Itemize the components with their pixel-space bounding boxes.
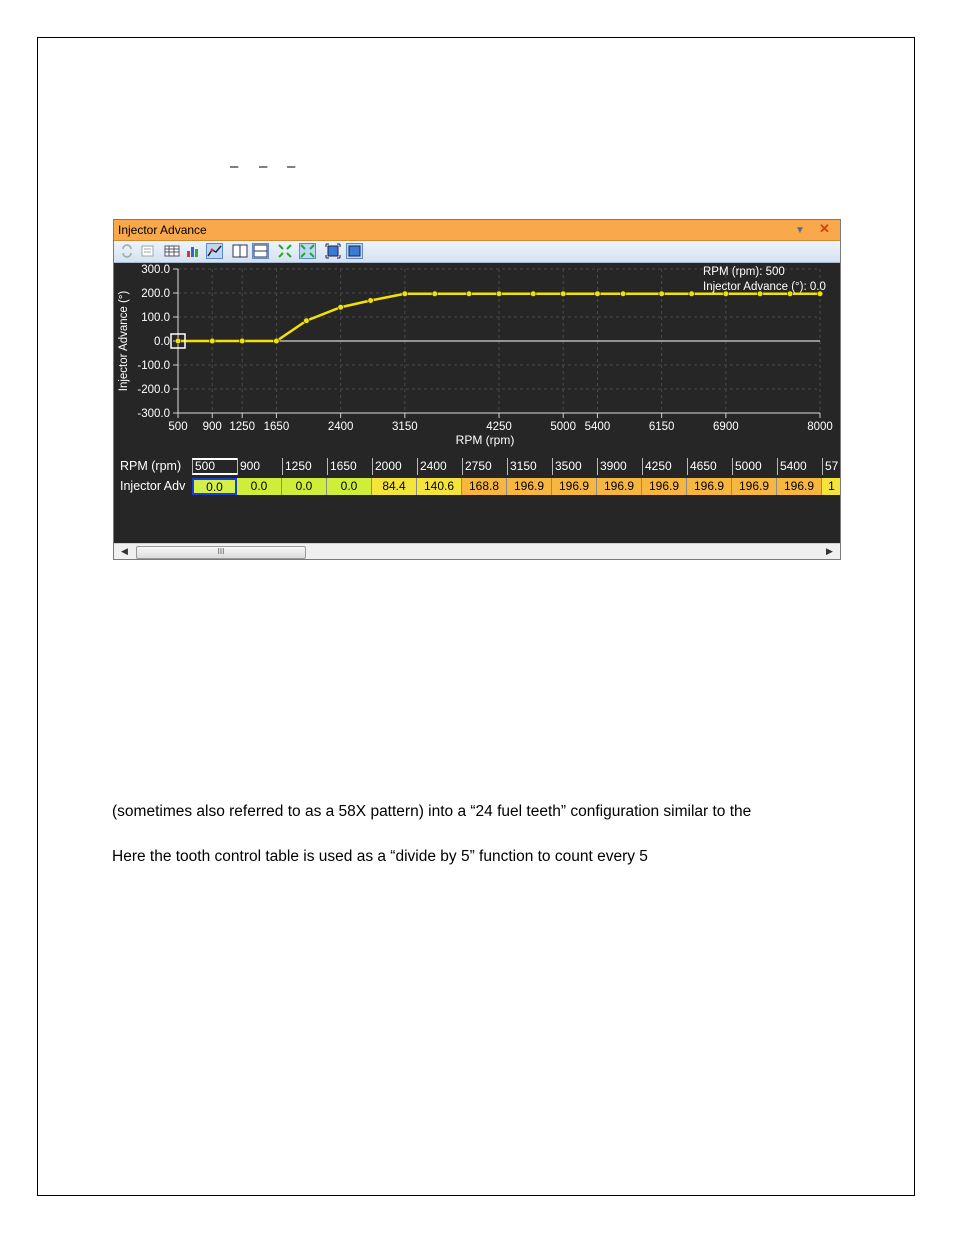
rpm-header-cell[interactable]: 500	[192, 458, 237, 475]
data-point	[620, 291, 626, 297]
rpm-header-cell[interactable]: 3150	[507, 458, 552, 475]
graph-edit-icon[interactable]	[206, 243, 223, 259]
fit-selection-icon[interactable]	[325, 243, 342, 259]
data-point	[209, 338, 215, 344]
rpm-header-cell[interactable]: 4250	[642, 458, 687, 475]
paragraph-1: (sometimes also referred to as a 58X pattern) into a “24 fuel teeth” configuration similar to the	[112, 803, 752, 820]
dash-1: –	[230, 158, 239, 175]
advance-value-cell[interactable]: 196.9	[777, 478, 822, 495]
x-tick-label: 6150	[648, 421, 675, 433]
data-point	[689, 291, 695, 297]
y-axis-label: Injector Advance (°)	[118, 290, 130, 392]
injector-advance-window	[113, 219, 841, 560]
data-point	[530, 291, 536, 297]
data-point	[402, 291, 408, 297]
rpm-header-cell[interactable]: 3900	[597, 458, 642, 475]
rpm-header-cell[interactable]: 3500	[552, 458, 597, 475]
rpm-header-cell[interactable]: 1650	[327, 458, 372, 475]
rpm-header-cell[interactable]: 5400	[777, 458, 822, 475]
dash-3: –	[287, 158, 296, 175]
advance-value-cell[interactable]: 0.0	[237, 478, 282, 495]
dash-2: –	[259, 158, 268, 175]
scroll-right-icon[interactable]: ▶	[826, 546, 833, 556]
x-tick-label: 8000	[807, 421, 833, 433]
row-label-rpm: RPM (rpm)	[120, 459, 182, 473]
scroll-thumb[interactable]: III	[136, 546, 306, 559]
rpm-header-cell[interactable]: 4650	[687, 458, 732, 475]
x-tick-label: 5000	[550, 421, 576, 433]
y-tick-label: 300.0	[141, 264, 170, 276]
table-view-icon[interactable]	[164, 243, 181, 259]
advance-value-cell[interactable]: 196.9	[507, 478, 552, 495]
chart-panel[interactable]	[114, 263, 840, 458]
toolbar	[114, 241, 840, 263]
x-tick-label: 1650	[263, 421, 290, 433]
rpm-header-cell[interactable]: 1250	[282, 458, 327, 475]
readout-advance: Injector Advance (°): 0.0	[703, 281, 826, 293]
y-tick-label: 200.0	[141, 288, 170, 300]
advance-value-cell[interactable]: 0.0	[192, 478, 237, 495]
split-horizontal-icon[interactable]	[252, 243, 269, 259]
advance-value-cell[interactable]: 1	[822, 478, 841, 495]
advance-value-cell[interactable]: 0.0	[282, 478, 327, 495]
x-tick-label: 2400	[327, 421, 354, 433]
data-point	[175, 338, 181, 344]
data-point	[560, 291, 566, 297]
x-tick-label: 900	[202, 421, 222, 433]
y-tick-label: -100.0	[137, 360, 170, 372]
scroll-left-icon[interactable]: ◀	[121, 546, 128, 556]
readout-rpm: RPM (rpm): 500	[703, 266, 785, 278]
edit-table-icon[interactable]	[140, 243, 157, 259]
horizontal-scrollbar[interactable]	[114, 543, 840, 560]
y-tick-label: 100.0	[141, 312, 170, 324]
y-tick-label: 0.0	[154, 336, 170, 348]
advance-value-cell[interactable]: 196.9	[642, 478, 687, 495]
split-vertical-icon[interactable]	[232, 243, 249, 259]
data-point	[466, 291, 472, 297]
advance-value-cell[interactable]: 196.9	[732, 478, 777, 495]
bar-chart-icon[interactable]	[185, 243, 202, 259]
data-point	[304, 318, 310, 324]
data-point	[496, 291, 502, 297]
x-tick-label: 5400	[584, 421, 611, 433]
rpm-header-cell[interactable]: 2000	[372, 458, 417, 475]
rpm-header-cell[interactable]: 2400	[417, 458, 462, 475]
advance-value-cell[interactable]: 196.9	[687, 478, 732, 495]
rpm-header-cell[interactable]: 5000	[732, 458, 777, 475]
row-label-advance: Injector Adv	[120, 479, 186, 493]
data-point	[338, 304, 344, 310]
data-point	[239, 338, 245, 344]
page-border	[37, 37, 915, 1196]
y-tick-label: -200.0	[137, 384, 170, 396]
advance-value-cell[interactable]: 0.0	[327, 478, 372, 495]
data-point	[368, 298, 374, 304]
data-point	[432, 291, 438, 297]
rpm-header-cell[interactable]: 2750	[462, 458, 507, 475]
data-point	[659, 291, 665, 297]
rpm-header-cell[interactable]: 900	[237, 458, 282, 475]
x-tick-label: 3150	[392, 421, 418, 433]
fit-all-icon[interactable]	[346, 243, 363, 259]
advance-value-cell[interactable]: 140.6	[417, 478, 462, 495]
dropdown-arrow-icon[interactable]: ▼	[795, 225, 805, 236]
shrink-icon[interactable]	[277, 243, 294, 259]
x-axis-label: RPM (rpm)	[455, 433, 515, 447]
data-table[interactable]	[114, 458, 840, 543]
x-tick-label: 1250	[229, 421, 255, 433]
advance-value-cell[interactable]: 196.9	[552, 478, 597, 495]
advance-value-cell[interactable]: 168.8	[462, 478, 507, 495]
x-tick-label: 500	[168, 421, 188, 433]
paragraph-2: Here the tooth control table is used as a “divide by 5” function to count every 5	[112, 848, 648, 865]
window-title: Injector Advance	[118, 223, 207, 237]
x-tick-label: 6900	[713, 421, 739, 433]
close-icon[interactable]: ✕	[819, 221, 830, 236]
expand-icon[interactable]	[299, 243, 316, 259]
advance-value-cell[interactable]: 196.9	[597, 478, 642, 495]
refresh-icon[interactable]	[119, 243, 136, 259]
data-point	[595, 291, 601, 297]
rpm-header-cell[interactable]: 57	[822, 458, 841, 475]
x-tick-label: 4250	[486, 421, 512, 433]
y-tick-label: -300.0	[137, 408, 170, 420]
data-point	[274, 338, 280, 344]
advance-value-cell[interactable]: 84.4	[372, 478, 417, 495]
window-titlebar[interactable]	[114, 220, 840, 241]
